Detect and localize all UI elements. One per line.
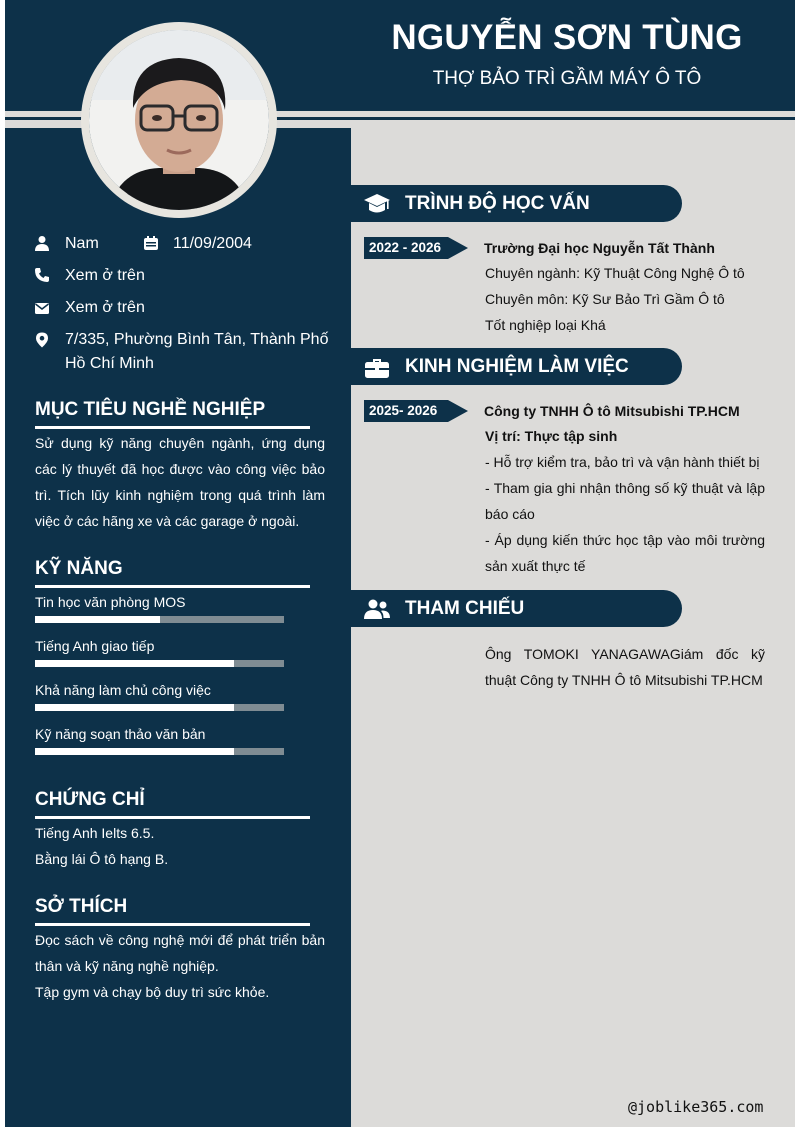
certificate-item: Tiếng Anh Ielts 6.5.: [35, 825, 155, 841]
education-tab: [351, 185, 682, 222]
skill-bar: [35, 616, 284, 623]
reference-text: Ông TOMOKI YANAGAWAGiám đốc kỹ thuật Công ty TNHH Ô tô Mitsubishi TP.HCM: [485, 646, 765, 688]
skill-bar: [35, 704, 284, 711]
education-line: Chuyên ngành: Kỹ Thuật Công Nghệ Ô tô: [485, 265, 745, 281]
cv-page: [5, 0, 795, 1127]
skill-label: Tin học văn phòng MOS: [35, 594, 186, 610]
education-heading: TRÌNH ĐỘ HỌC VẤN: [405, 193, 590, 214]
phone-icon: [34, 267, 50, 283]
skill-label: Khả năng làm chủ công việc: [35, 682, 211, 698]
hobbies-divider: [35, 923, 310, 926]
education-school: Trường Đại học Nguyễn Tất Thành: [484, 240, 715, 256]
certificates-divider: [35, 816, 310, 819]
location-icon: [34, 332, 50, 348]
certificates-heading: CHỨNG CHỈ: [35, 789, 145, 810]
address-value: 7/335, Phường Bình Tân, Thành Phố Hồ Chí Minh: [65, 331, 329, 372]
skills-divider: [35, 585, 310, 588]
experience-tab: [351, 348, 682, 385]
education-date: 2022 - 2026: [369, 240, 442, 255]
job-title: THỢ BẢO TRÌ GẦM MÁY Ô TÔ: [432, 68, 702, 89]
email-value: Xem ở trên: [65, 299, 145, 316]
phone-value: Xem ở trên: [65, 267, 145, 284]
users-icon: [363, 595, 391, 623]
skill-bar-fill: [35, 616, 160, 623]
skill-bar: [35, 748, 284, 755]
experience-heading: KINH NGHIỆM LÀM VIỆC: [405, 356, 629, 377]
email-icon: [34, 300, 50, 316]
experience-bullet: - Hỗ trợ kiểm tra, bảo trì và vận hành thiết bị: [485, 454, 760, 470]
hobbies-heading: SỞ THÍCH: [35, 896, 128, 917]
hobby-item: Tập gym và chạy bộ duy trì sức khỏe.: [35, 984, 270, 1000]
graduation-cap-icon: [363, 190, 391, 218]
skill-bar-fill: [35, 748, 234, 755]
skill-bar: [35, 660, 284, 667]
references-heading: THAM CHIẾU: [405, 598, 525, 619]
portrait-photo: [89, 30, 269, 210]
briefcase-icon: [363, 353, 391, 381]
hobby-item: Đọc sách về công nghệ mới để phát triển bản thân và kỹ năng nghề nghiệp.: [35, 932, 325, 974]
education-line: Chuyên môn: Kỹ Sư Bảo Trì Gầm Ô tô: [485, 291, 725, 307]
calendar-icon: [143, 235, 159, 251]
experience-position: Vị trí: Thực tập sinh: [485, 428, 618, 444]
skill-label: Tiếng Anh giao tiếp: [35, 638, 155, 654]
objective-divider: [35, 426, 310, 429]
experience-date: 2025- 2026: [369, 403, 438, 418]
objective-text: Sử dụng kỹ năng chuyên ngành, ứng dụng các lý thuyết đã học được vào công việc bảo trì. Tích lũy kinh nghiệm trong quá trình làm việc ở các hãng xe và các garage ở ngoài.: [35, 435, 325, 529]
skills-heading: KỸ NĂNG: [35, 558, 123, 579]
objective-heading: MỤC TIÊU NGHỀ NGHIỆP: [35, 399, 266, 420]
user-icon: [34, 235, 50, 251]
watermark: @joblike365.com: [628, 1098, 764, 1116]
skill-bar-fill: [35, 704, 234, 711]
avatar: [89, 30, 269, 210]
skill-bar-fill: [35, 660, 234, 667]
dob-value: 11/09/2004: [173, 235, 252, 252]
skill-label: Kỹ năng soạn thảo văn bản: [35, 726, 206, 742]
candidate-name: NGUYỄN SƠN TÙNG: [391, 18, 743, 57]
experience-bullet: - Tham gia ghi nhận thông số kỹ thuật và lập báo cáo: [485, 480, 765, 522]
references-tab: [351, 590, 682, 627]
experience-company: Công ty TNHH Ô tô Mitsubishi TP.HCM: [484, 403, 740, 419]
experience-bullet: - Áp dụng kiến thức học tập vào môi trường sản xuất thực tế: [485, 532, 765, 574]
education-line: Tốt nghiệp loại Khá: [485, 317, 606, 333]
gender-value: Nam: [65, 235, 99, 252]
certificate-item: Bằng lái Ô tô hạng B.: [35, 851, 169, 867]
